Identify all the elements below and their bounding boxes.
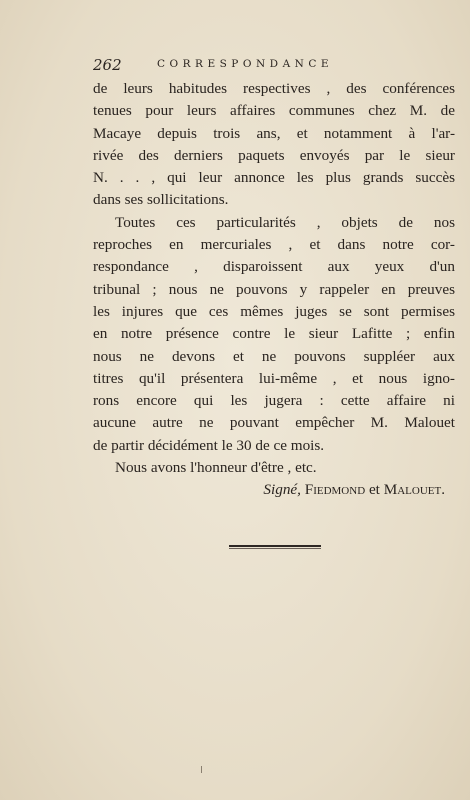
text-line: aucune autre ne pouvant empêcher M. Malouet <box>93 414 455 432</box>
text-line: N. . . , qui leur annonce les plus grands succès <box>93 169 455 187</box>
signature-signe: Signé, <box>263 481 301 499</box>
text-line: reproches en mercuriales , et dans notre cor- <box>93 236 455 254</box>
text-line: de partir décidément le 30 de ce mois. <box>93 436 325 454</box>
page-number: 262 <box>93 56 122 74</box>
text-line: en notre présence contre le sieur Lafitte ; enfin <box>93 325 455 343</box>
body-text <box>93 78 455 502</box>
signature-conjunction: et <box>368 481 380 499</box>
text-line: titres qu'il présentera lui-même , et nous igno- <box>93 369 455 387</box>
text-line: tribunal ; nous ne pouvons y rappeler en preuves <box>93 280 455 298</box>
text-line: rons encore qui les jugera : cette affaire ni <box>93 392 455 410</box>
text-line: Toutes ces particularités , objets de nos <box>115 213 455 231</box>
text-line: nous ne devons et ne pouvons suppléer aux <box>93 347 455 365</box>
text-line: rivée des derniers paquets envoyés par le sieur <box>93 146 455 164</box>
end-rule-shadow <box>229 548 321 549</box>
text-line: les injures que ces mêmes juges se sont permises <box>93 302 455 320</box>
signature-name-malouet: Malouet. <box>383 481 445 499</box>
text-line: respondance , disparoissent aux yeux d'un <box>93 258 455 276</box>
running-head: CORRESPONDANCE <box>157 58 334 70</box>
text-line: dans ses sollicitations. <box>93 191 229 209</box>
text-line: Nous avons l'honneur d'être , etc. <box>115 459 317 477</box>
text-line: tenues pour leurs affaires communes chez M. de <box>93 102 455 120</box>
signature-name-fiedmond: Fiedmond <box>304 481 366 499</box>
paper-mark <box>201 766 202 773</box>
text-line: Macaye depuis trois ans, et notamment à l'ar- <box>93 124 455 142</box>
signature-line <box>93 479 455 501</box>
end-rule <box>229 545 321 547</box>
page-header <box>93 56 433 76</box>
text-line: de leurs habitudes respectives , des conférences <box>93 80 455 97</box>
